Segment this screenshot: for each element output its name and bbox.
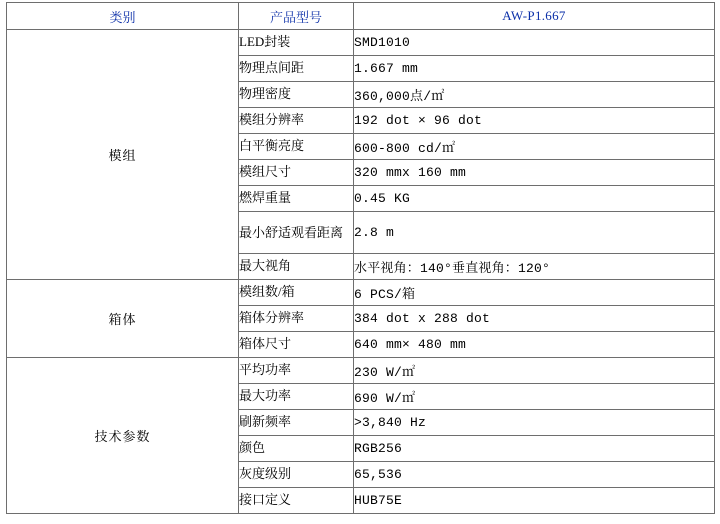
parameter-value-cell: 192 dot × 96 dot (354, 108, 715, 134)
parameter-name-cell: 平均功率 (239, 358, 354, 384)
parameter-name-cell: LED封装 (239, 30, 354, 56)
parameter-value-cell: 65,536 (354, 462, 715, 488)
parameter-name-cell: 物理点间距 (239, 56, 354, 82)
table-row (7, 30, 715, 56)
category-cell: 模组 (7, 30, 239, 280)
header-model: 产品型号 (239, 3, 354, 30)
parameter-value-cell: 6 PCS/箱 (354, 280, 715, 306)
parameter-name-cell: 灰度级别 (239, 462, 354, 488)
table-header-row (7, 3, 715, 30)
parameter-value-cell: 230 W/㎡ (354, 358, 715, 384)
parameter-value-cell: 640 mm× 480 mm (354, 332, 715, 358)
parameter-name-cell: 最大功率 (239, 384, 354, 410)
parameter-name-cell: 模组尺寸 (239, 160, 354, 186)
parameter-value-cell: 360,000点/㎡ (354, 82, 715, 108)
parameter-name-cell: 最小舒适观看距离 (239, 212, 354, 254)
parameter-value-cell: 384 dot x 288 dot (354, 306, 715, 332)
parameter-value-cell: RGB256 (354, 436, 715, 462)
header-product-code: AW-P1.667 (354, 3, 715, 30)
parameter-name-cell: 箱体分辨率 (239, 306, 354, 332)
category-cell: 箱体 (7, 280, 239, 358)
parameter-name-cell: 接口定义 (239, 488, 354, 514)
parameter-value-cell: HUB75E (354, 488, 715, 514)
parameter-name-cell: 白平衡亮度 (239, 134, 354, 160)
parameter-name-cell: 物理密度 (239, 82, 354, 108)
parameter-value-cell: 600-800 cd/㎡ (354, 134, 715, 160)
table-row (7, 358, 715, 384)
parameter-name-cell: 燃焊重量 (239, 186, 354, 212)
parameter-value-cell: >3,840 Hz (354, 410, 715, 436)
parameter-value-cell: 690 W/㎡ (354, 384, 715, 410)
parameter-value-cell: 0.45 KG (354, 186, 715, 212)
parameter-name-cell: 模组数/箱 (239, 280, 354, 306)
parameter-name-cell: 箱体尺寸 (239, 332, 354, 358)
header-category: 类别 (7, 3, 239, 30)
parameter-value-cell: 水平视角：140°垂直视角：120° (354, 254, 715, 280)
parameter-value-cell: 2.8 m (354, 212, 715, 254)
parameter-value-cell: 320 mmx 160 mm (354, 160, 715, 186)
parameter-name-cell: 颜色 (239, 436, 354, 462)
parameter-name-cell: 最大视角 (239, 254, 354, 280)
parameter-name-cell: 刷新频率 (239, 410, 354, 436)
table-row (7, 280, 715, 306)
category-cell: 技术参数 (7, 358, 239, 514)
parameter-value-cell: 1.667 mm (354, 56, 715, 82)
parameter-name-cell: 模组分辨率 (239, 108, 354, 134)
parameter-value-cell: SMD1010 (354, 30, 715, 56)
product-spec-table (6, 2, 715, 514)
